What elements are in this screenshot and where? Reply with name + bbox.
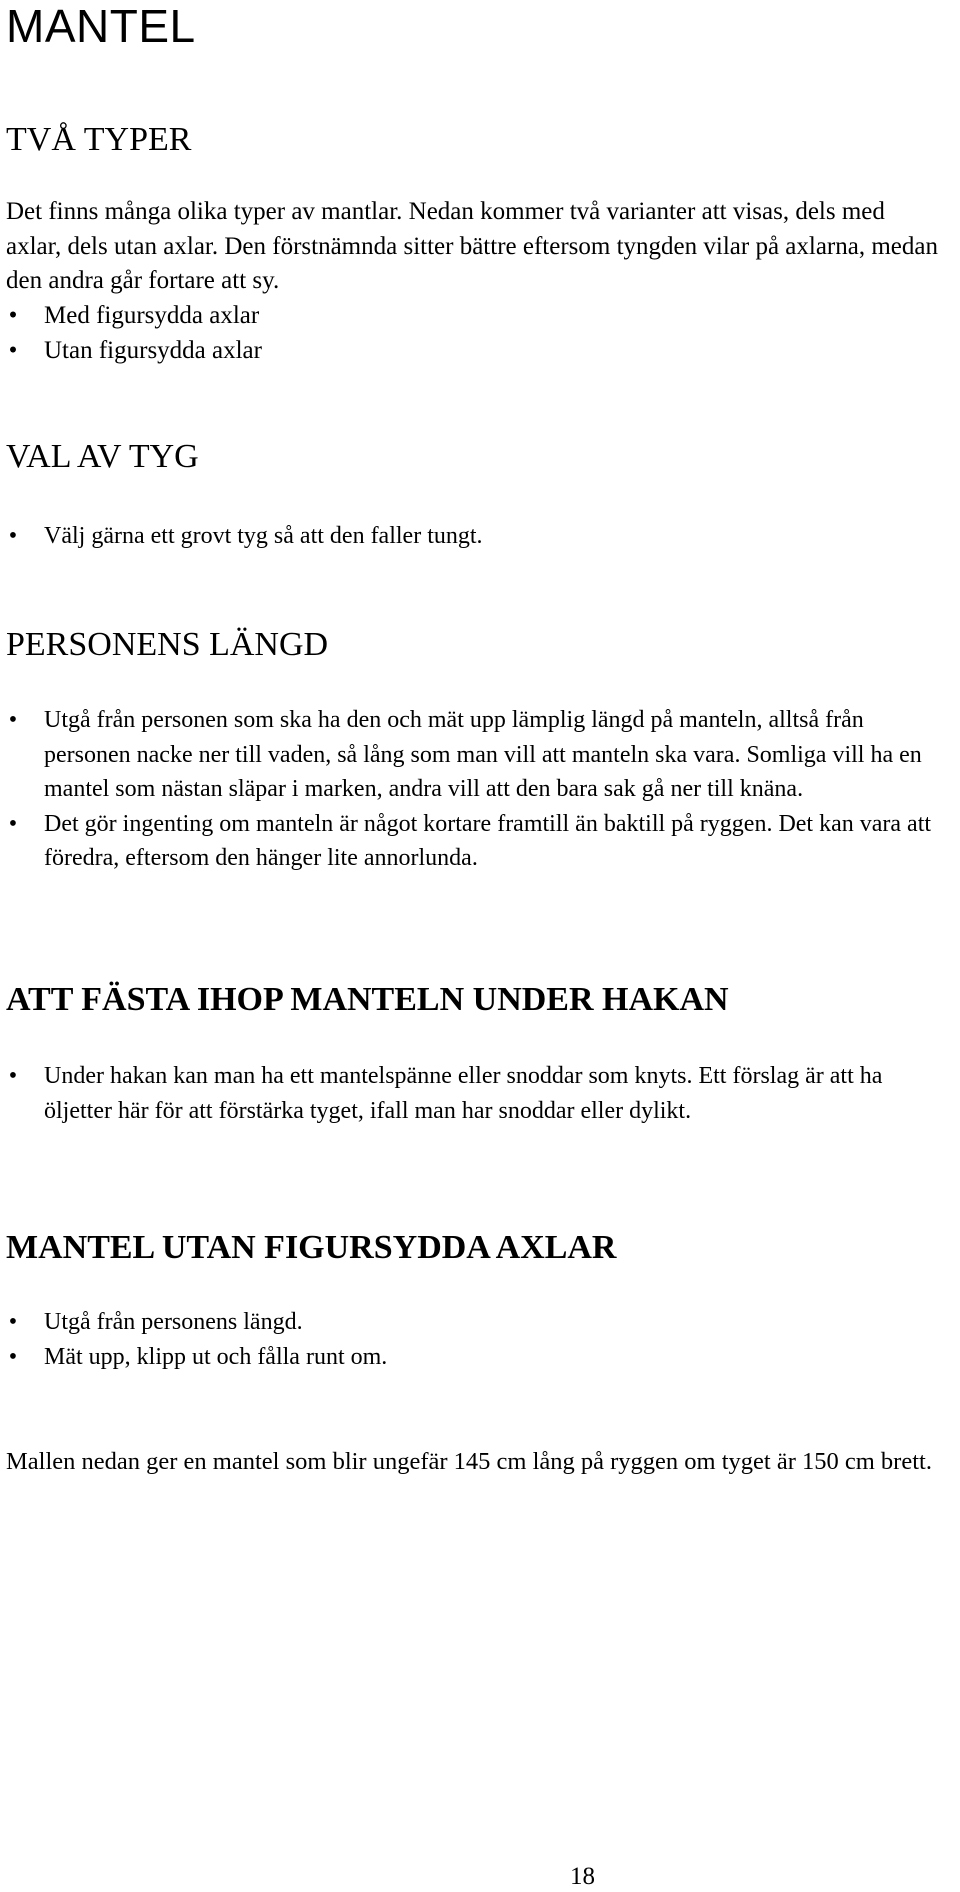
bullet-icon: • [8, 707, 18, 733]
bullet-icon: • [8, 810, 18, 837]
bullet-icon: • [8, 523, 18, 549]
heading-personens-langd: PERSONENS LÄNGD [6, 626, 329, 663]
paragraph-mallen: Mallen nedan ger en mantel som blir ungefär 145 cm lång på ryggen om tyget är 150 cm brett. [6, 1448, 932, 1475]
bullet-icon: • [8, 1343, 18, 1370]
list-item: • Utan figursydda axlar [0, 334, 955, 369]
bullet-list-fasta [0, 1059, 955, 1128]
bullet-list-utan [0, 1305, 955, 1374]
heading-tva-typer: TVÅ TYPER [6, 121, 192, 158]
paragraph-typer: Det finns många olika typer av mantlar. Nedan kommer två varianter att visas, dels med axlar, dels utan axlar. Den förstnämnda sitter bättre eftersom tyngden vilar på axlarna, medan den andra går fortare att sy. [6, 198, 938, 294]
bullet-list-langd [0, 703, 955, 876]
heading-val-av-tyg: VAL AV TYG [6, 438, 199, 475]
list-item: • Med figursydda axlar [0, 299, 955, 334]
list-item: • Välj gärna ett grovt tyg så att den faller tungt. [0, 519, 955, 554]
list-item: • Det gör ingenting om manteln är något kortare framtill än baktill på ryggen. Det kan vara att föredra, eftersom den hänger lite annorlunda. [0, 807, 955, 876]
bullet-list-tyg [0, 519, 955, 554]
list-item: • Utgå från personen som ska ha den och mät upp lämplig längd på manteln, alltså från personen nacke ner till vaden, så lång som man vill att manteln ska vara. Somliga vill ha en mantel som nästan släpar i marken, andra vill att den bara sak gå ner till knäna. [0, 703, 955, 807]
heading-mantel-utan: MANTEL UTAN FIGURSYDDA AXLAR [6, 1229, 617, 1266]
heading-att-fasta: ATT FÄSTA IHOP MANTELN UNDER HAKAN [6, 981, 729, 1018]
bullet-icon: • [8, 1309, 18, 1335]
bullet-list-typer [0, 299, 955, 368]
bullet-icon: • [8, 302, 18, 329]
list-item: • Under hakan kan man ha ett mantelspänne eller snoddar som knyts. Ett förslag är att ha öljetter här för att förstärka tyget, ifall man har snoddar eller dylikt. [0, 1059, 955, 1128]
list-item: • Mät upp, klipp ut och fålla runt om. [0, 1340, 955, 1375]
page-title: MANTEL [6, 0, 196, 52]
bullet-icon: • [8, 336, 18, 364]
bullet-icon: • [8, 1063, 18, 1089]
list-item: • Utgå från personens längd. [0, 1305, 955, 1340]
page-number: 18 [570, 1863, 595, 1890]
